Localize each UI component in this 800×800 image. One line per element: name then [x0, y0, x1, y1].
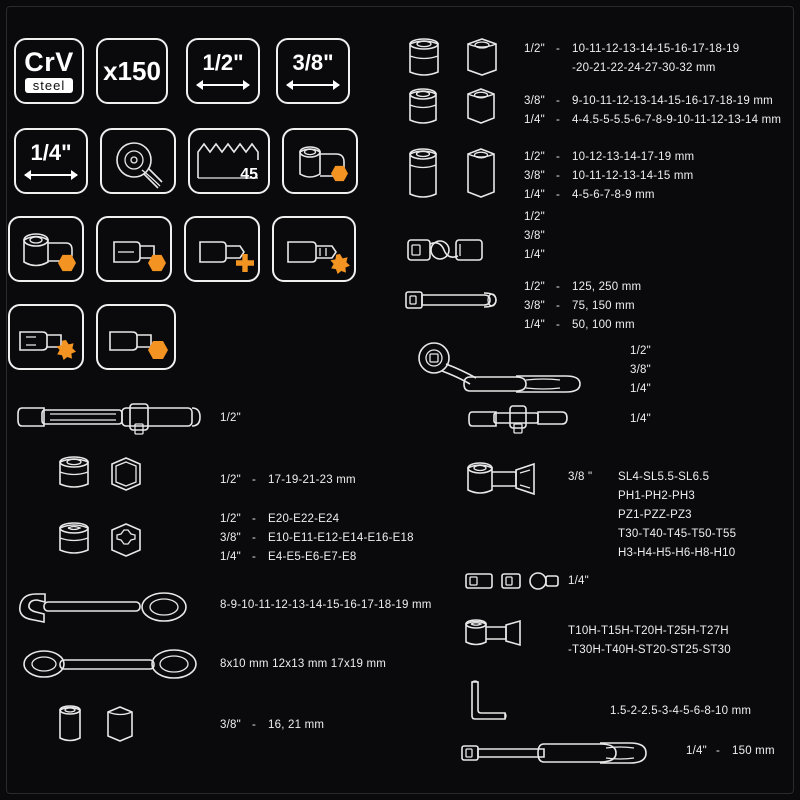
label-dash: - — [252, 513, 257, 525]
label-sizes: 4-4.5-5-5.5-6-7-8-9-10-11-12-13-14 mm — [572, 114, 782, 126]
deep-socket-icon — [398, 146, 528, 202]
label-drive: 3/8 " — [568, 471, 593, 483]
sliding-t-handle-icon — [466, 398, 606, 438]
double-ring-wrench-icon — [14, 644, 204, 684]
label-dash: - — [252, 474, 257, 486]
badge-quarter-label: 1/4" — [30, 140, 72, 165]
label-sizes: -T30H-T40H-ST20-ST25-ST30 — [568, 644, 731, 656]
label-drive: 1/4" — [630, 383, 651, 395]
label-dash: - — [252, 551, 257, 563]
label-sizes: 8-9-10-11-12-13-14-15-16-17-18-19 mm — [220, 599, 432, 611]
label-sizes: T30-T40-T45-T50-T55 — [618, 528, 737, 540]
combination-wrench-icon — [14, 586, 204, 630]
label-drive: 1/2" — [220, 474, 241, 486]
label-sizes: 75, 150 mm — [572, 300, 635, 312]
label-drive: 3/8" — [524, 300, 545, 312]
badge-socket-feature — [282, 128, 358, 194]
label-dash: - — [716, 745, 721, 757]
label-drive: 1/2" — [524, 211, 545, 223]
adapter-set-icon — [462, 568, 582, 594]
bit-socket-long-icon — [462, 456, 572, 504]
label-drive: 1/2" — [630, 345, 651, 357]
badge-drive-half — [186, 38, 260, 104]
label-drive: 1/2" — [524, 151, 545, 163]
phillips-bit-icon — [186, 218, 262, 284]
badge-steel-label: steel — [25, 78, 73, 93]
badge-bit-torx-orange — [8, 304, 84, 370]
badge-crv-steel — [14, 38, 84, 104]
label-drive: 3/8" — [220, 719, 241, 731]
badge-count-label: x150 — [103, 55, 161, 86]
badge-bit-slot-orange — [96, 216, 172, 282]
label-drive: 3/8" — [524, 95, 545, 107]
label-dash: - — [556, 319, 561, 331]
label-dash: - — [556, 281, 561, 293]
label-sizes: 50, 100 mm — [572, 319, 635, 331]
badge-bit-hex-orange — [96, 304, 176, 370]
label-sizes: 10-12-13-14-17-19 mm — [572, 151, 695, 163]
label-drive: 1/4" — [524, 319, 545, 331]
label-dash: - — [556, 151, 561, 163]
hex-key-icon — [462, 674, 552, 726]
badge-drive-three-eighths — [276, 38, 350, 104]
gear-teeth-icon — [190, 130, 272, 196]
pozidriv-bit-icon — [274, 218, 358, 284]
label-sizes: 4-5-6-7-8-9 mm — [572, 189, 655, 201]
label-sizes: E20-E22-E24 — [268, 513, 340, 525]
label-sizes: PH1-PH2-PH3 — [618, 490, 695, 502]
hex-socket-pair-icon — [50, 452, 180, 496]
label-drive: 1/2" — [220, 412, 241, 424]
hex-bit-icon — [98, 306, 178, 372]
label-sizes: T10H-T15H-T20H-T25H-T27H — [568, 625, 729, 637]
badge-socket-hex-orange — [8, 216, 84, 282]
short-socket-icon-2 — [398, 86, 528, 130]
label-dash: - — [556, 114, 561, 126]
label-drive: 3/8" — [524, 230, 545, 242]
badge-bit-pozidriv-orange — [272, 216, 356, 282]
width-arrow-icon — [25, 170, 77, 180]
label-drive: 1/2" — [524, 281, 545, 293]
torx-socket-pair-icon — [50, 518, 180, 562]
label-sizes: H3-H4-H5-H6-H8-H10 — [618, 547, 736, 559]
universal-joint-icon — [400, 226, 510, 276]
label-sizes: 150 mm — [732, 745, 775, 757]
label-sizes: 8x10 mm 12x13 mm 17x19 mm — [220, 658, 387, 670]
label-sizes: SL4-SL5.5-SL6.5 — [618, 471, 710, 483]
label-drive: 1/2" — [524, 43, 545, 55]
torx-bit-icon — [10, 306, 86, 372]
badge-drive-quarter — [14, 128, 88, 194]
badge-45-label: 45 — [240, 166, 258, 183]
label-sizes-cont: -20-21-22-24-27-30-32 mm — [572, 62, 716, 74]
label-sizes: 9-10-11-12-13-14-15-16-17-18-19 mm — [572, 95, 773, 107]
label-drive: 1/2" — [220, 513, 241, 525]
label-dash: - — [252, 719, 257, 731]
label-dash: - — [556, 170, 561, 182]
label-sizes: 1.5-2-2.5-3-4-5-6-8-10 mm — [610, 705, 752, 717]
width-arrow-icon — [287, 80, 339, 90]
badge-teeth-45 — [188, 128, 270, 194]
label-drive: 1/4" — [568, 575, 589, 587]
label-sizes: 125, 250 mm — [572, 281, 642, 293]
socket-hex-icon — [10, 218, 86, 284]
badge-ratchet-mechanism — [100, 128, 176, 194]
label-sizes: E10-E11-E12-E14-E16-E18 — [268, 532, 414, 544]
label-drive: 3/8" — [220, 532, 241, 544]
badge-bit-phillips-orange — [184, 216, 260, 282]
label-sizes: PZ1-PZZ-PZ3 — [618, 509, 692, 521]
label-drive: 1/4" — [524, 249, 545, 261]
label-sizes: 10-11-12-13-14-15 mm — [572, 170, 694, 182]
badge-three-eighths-label: 3/8" — [292, 50, 334, 75]
label-drive: 1/4" — [220, 551, 241, 563]
socket-icon — [284, 130, 360, 196]
torx-bit-socket-icon — [462, 616, 572, 650]
sliding-t-bar-icon — [14, 396, 214, 444]
label-dash: - — [556, 95, 561, 107]
label-drive: 3/8" — [524, 170, 545, 182]
label-drive: 1/4" — [686, 745, 707, 757]
badge-half-label: 1/2" — [202, 50, 244, 75]
label-drive: 1/4" — [524, 114, 545, 126]
extension-bar-icon — [400, 286, 530, 316]
ratchet-handle-icon — [398, 340, 598, 394]
badge-crv-label: CrV — [24, 47, 74, 77]
label-sizes: 16, 21 mm — [268, 719, 325, 731]
label-dash: - — [252, 532, 257, 544]
label-dash: - — [556, 189, 561, 201]
label-drive: 1/4" — [630, 413, 651, 425]
spark-plug-socket-icon — [50, 700, 180, 748]
label-sizes: 17-19-21-23 mm — [268, 474, 356, 486]
slotted-bit-icon — [98, 218, 174, 284]
badge-piece-count — [96, 38, 168, 104]
label-dash: - — [556, 43, 561, 55]
width-arrow-icon — [197, 80, 249, 90]
label-sizes: E4-E5-E6-E7-E8 — [268, 551, 357, 563]
bit-driver-handle-icon — [458, 736, 668, 772]
label-drive: 3/8" — [630, 364, 651, 376]
ratchet-head-icon — [102, 130, 178, 196]
label-dash: - — [556, 300, 561, 312]
label-drive: 1/4" — [524, 189, 545, 201]
short-socket-icon — [398, 36, 528, 80]
label-sizes: 10-11-12-13-14-15-16-17-18-19 — [572, 43, 740, 55]
